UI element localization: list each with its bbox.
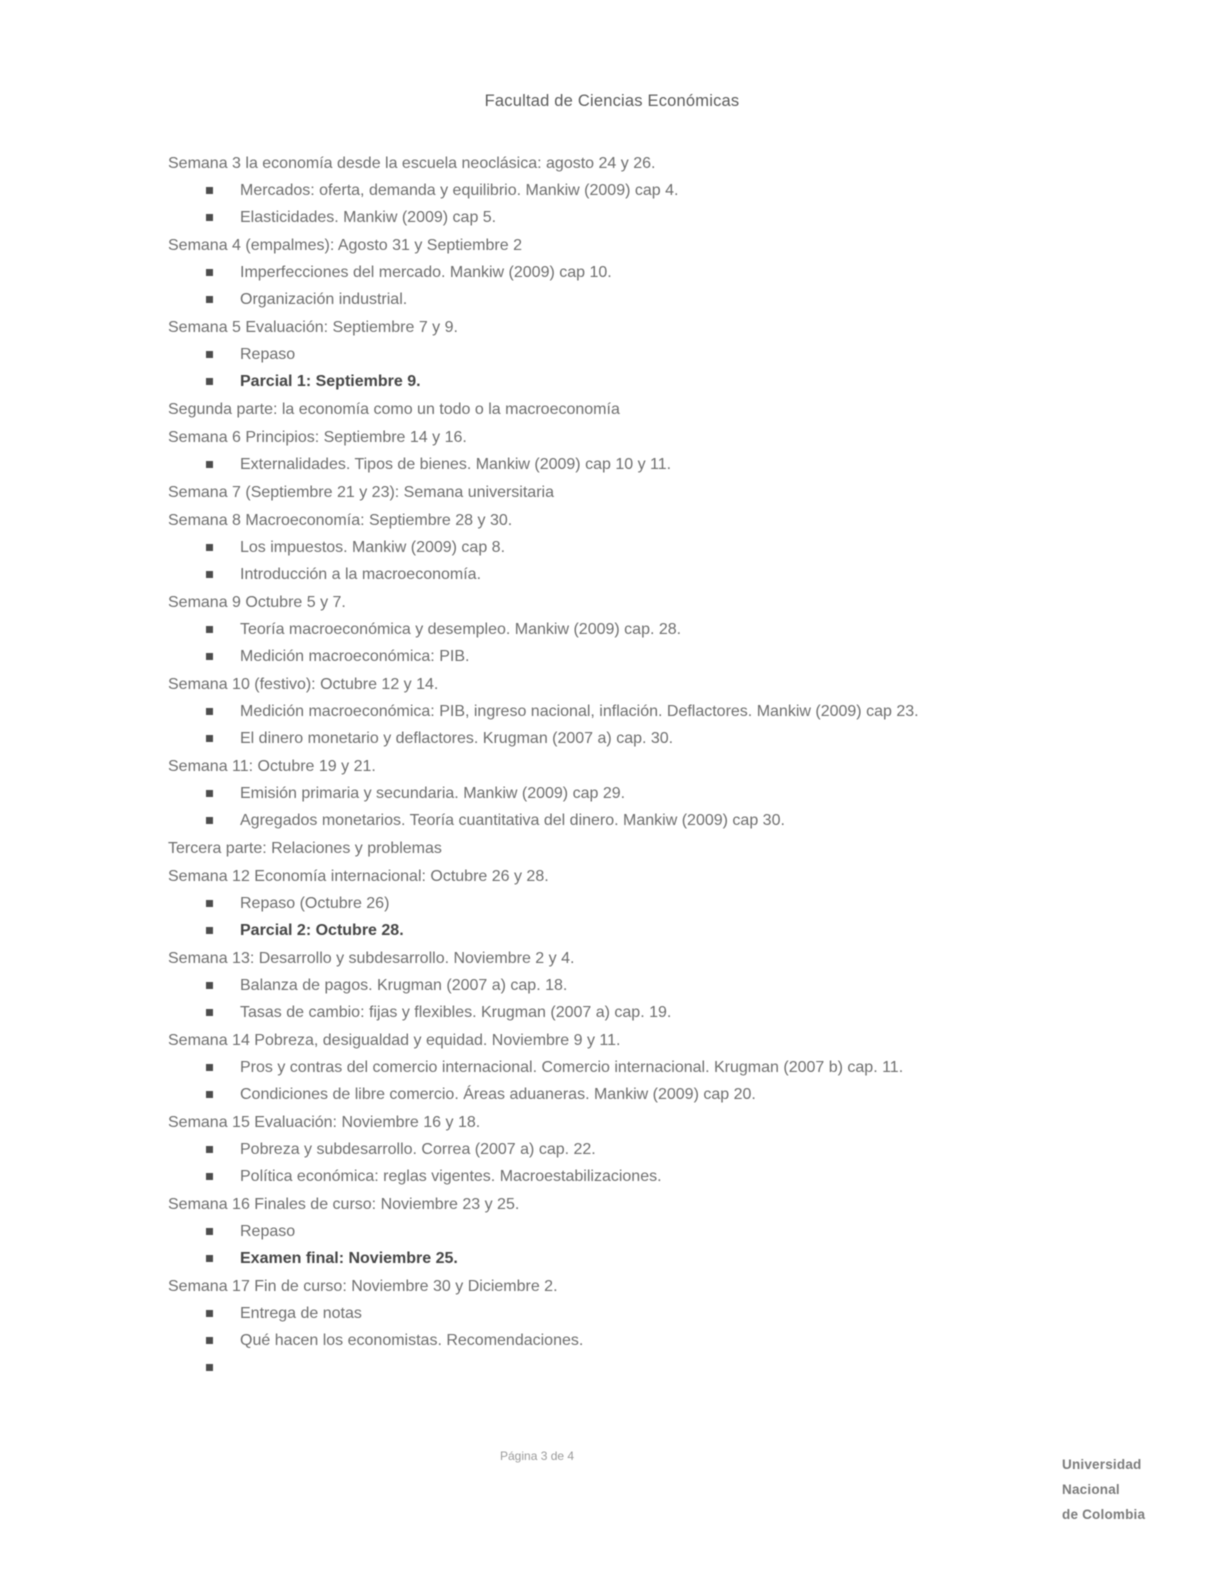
bullet-square-icon	[206, 1091, 213, 1098]
schedule-heading	[168, 835, 1050, 862]
schedule-bullet-item	[168, 917, 1050, 944]
bullet-square-icon	[206, 735, 213, 742]
schedule-bullet-item	[168, 698, 1050, 725]
schedule-text: Tercera parte: Relaciones y problemas	[168, 840, 442, 857]
schedule-heading	[168, 589, 1050, 616]
schedule-heading	[168, 1191, 1050, 1218]
bullet-square-icon	[206, 544, 213, 551]
schedule-heading	[168, 1273, 1050, 1300]
schedule-bullet-item	[168, 259, 1050, 286]
schedule-text: Semana 4 (empalmes): Agosto 31 y Septiembre 2	[168, 237, 522, 254]
schedule-bullet-item	[168, 972, 1050, 999]
schedule-bullet-item	[168, 780, 1050, 807]
bullet-square-icon	[206, 1228, 213, 1235]
schedule-bullet-item	[168, 286, 1050, 313]
schedule-text: Condiciones de libre comercio. Áreas aduaneras. Mankiw (2009) cap 20.	[240, 1086, 756, 1103]
bullet-square-icon	[206, 1255, 213, 1262]
schedule-text: Semana 8 Macroeconomía: Septiembre 28 y 30.	[168, 512, 513, 529]
schedule-text: Semana 9 Octubre 5 y 7.	[168, 594, 346, 611]
schedule-bullet-item	[168, 1054, 1050, 1081]
schedule-bullet-item	[168, 561, 1050, 588]
schedule-text: Repaso	[240, 1223, 296, 1240]
schedule-heading	[168, 671, 1050, 698]
university-logo-line-2: Nacional	[1062, 1482, 1120, 1497]
schedule-heading	[168, 863, 1050, 890]
schedule-heading	[168, 507, 1050, 534]
schedule-heading	[168, 945, 1050, 972]
schedule-heading	[168, 232, 1050, 259]
bullet-square-icon	[206, 708, 213, 715]
bullet-square-icon	[206, 1146, 213, 1153]
schedule-text: Externalidades. Tipos de bienes. Mankiw (2009) cap 10 y 11.	[240, 456, 672, 473]
schedule-text: Semana 3 la economía desde la escuela neoclásica: agosto 24 y 26.	[168, 155, 656, 172]
schedule-bullet-item	[168, 890, 1050, 917]
schedule-text: Qué hacen los economistas. Recomendaciones.	[240, 1332, 584, 1349]
schedule-text: Semana 10 (festivo): Octubre 12 y 14.	[168, 676, 439, 693]
bullet-square-icon	[206, 900, 213, 907]
schedule-bullet-item	[168, 368, 1050, 395]
schedule-bullet-item	[168, 807, 1050, 834]
schedule-list	[168, 149, 1050, 1381]
schedule-text: Tasas de cambio: fijas y flexibles. Krugman (2007 a) cap. 19.	[240, 1004, 672, 1021]
schedule-bullet-item	[168, 1218, 1050, 1245]
schedule-bullet-item	[168, 177, 1050, 204]
schedule-text: Semana 16 Finales de curso: Noviembre 23 y 25.	[168, 1196, 520, 1213]
schedule-bullet-item	[168, 1136, 1050, 1163]
schedule-text: Organización industrial.	[240, 291, 408, 308]
schedule-heading	[168, 396, 1050, 423]
schedule-bullet-item	[168, 1354, 1050, 1381]
bullet-square-icon	[206, 269, 213, 276]
schedule-heading	[168, 424, 1050, 451]
schedule-text: Pros y contras del comercio internacional. Comercio internacional. Krugman (2007 b) cap. 11.	[240, 1059, 904, 1076]
page-number-label: Página 3 de 4	[500, 1449, 575, 1463]
schedule-heading	[168, 314, 1050, 341]
bullet-square-icon	[206, 982, 213, 989]
schedule-heading	[168, 1027, 1050, 1054]
bullet-square-icon	[206, 626, 213, 633]
schedule-bullet-item	[168, 999, 1050, 1026]
bullet-square-icon	[206, 1064, 213, 1071]
schedule-text: El dinero monetario y deflactores. Krugman (2007 a) cap. 30.	[240, 730, 674, 747]
schedule-text: Teoría macroeconómica y desempleo. Mankiw (2009) cap. 28.	[240, 621, 682, 638]
schedule-text: Elasticidades. Mankiw (2009) cap 5.	[240, 209, 497, 226]
university-logo-line-1: Universidad	[1062, 1457, 1142, 1472]
university-logo	[1062, 1452, 1172, 1527]
schedule-text: Parcial 1: Septiembre 9.	[240, 373, 421, 390]
schedule-text: Examen final: Noviembre 25.	[240, 1250, 458, 1267]
schedule-text: Introducción a la macroeconomía.	[240, 566, 482, 583]
bullet-square-icon	[206, 1009, 213, 1016]
university-logo-line-3: de Colombia	[1062, 1507, 1146, 1522]
bullet-square-icon	[206, 296, 213, 303]
bullet-square-icon	[206, 351, 213, 358]
schedule-text: Pobreza y subdesarrollo. Correa (2007 a) cap. 22.	[240, 1141, 596, 1158]
schedule-text: Medición macroeconómica: PIB.	[240, 648, 470, 665]
bullet-square-icon	[206, 1173, 213, 1180]
bullet-square-icon	[206, 1337, 213, 1344]
bullet-square-icon	[206, 1364, 213, 1371]
schedule-bullet-item	[168, 1163, 1050, 1190]
schedule-text: Emisión primaria y secundaria. Mankiw (2009) cap 29.	[240, 785, 626, 802]
bullet-square-icon	[206, 214, 213, 221]
schedule-text: Semana 13: Desarrollo y subdesarrollo. Noviembre 2 y 4.	[168, 950, 575, 967]
bullet-square-icon	[206, 653, 213, 660]
page-title: Facultad de Ciencias Económicas	[484, 92, 740, 110]
schedule-text: Semana 12 Economía internacional: Octubre 26 y 28.	[168, 868, 549, 885]
schedule-text: Medición macroeconómica: PIB, ingreso nacional, inflación. Deflactores. Mankiw (2009) cap 23.	[240, 703, 919, 720]
schedule-bullet-item	[168, 1081, 1050, 1108]
schedule-text: Mercados: oferta, demanda y equilibrio. Mankiw (2009) cap 4.	[240, 182, 679, 199]
schedule-heading	[168, 1109, 1050, 1136]
bullet-square-icon	[206, 571, 213, 578]
schedule-text: Semana 5 Evaluación: Septiembre 7 y 9.	[168, 319, 458, 336]
schedule-bullet-item	[168, 725, 1050, 752]
schedule-text: Semana 15 Evaluación: Noviembre 16 y 18.	[168, 1114, 481, 1131]
schedule-text: Parcial 2: Octubre 28.	[240, 922, 404, 939]
schedule-heading	[168, 753, 1050, 780]
schedule-bullet-item	[168, 204, 1050, 231]
schedule-bullet-item	[168, 1245, 1050, 1272]
schedule-text: Repaso (Octubre 26)	[240, 895, 390, 912]
bullet-square-icon	[206, 817, 213, 824]
bullet-square-icon	[206, 461, 213, 468]
schedule-text: Segunda parte: la economía como un todo o la macroeconomía	[168, 401, 620, 418]
schedule-text: Balanza de pagos. Krugman (2007 a) cap. 18.	[240, 977, 568, 994]
schedule-bullet-item	[168, 341, 1050, 368]
bullet-square-icon	[206, 378, 213, 385]
schedule-text: Repaso	[240, 346, 296, 363]
bullet-square-icon	[206, 927, 213, 934]
schedule-bullet-item	[168, 534, 1050, 561]
schedule-bullet-item	[168, 1327, 1050, 1354]
schedule-text: Imperfecciones del mercado. Mankiw (2009) cap 10.	[240, 264, 612, 281]
bullet-square-icon	[206, 1310, 213, 1317]
schedule-text: Semana 7 (Septiembre 21 y 23): Semana universitaria	[168, 484, 554, 501]
schedule-text: Entrega de notas	[240, 1305, 362, 1322]
schedule-bullet-item	[168, 1300, 1050, 1327]
schedule-text: Semana 6 Principios: Septiembre 14 y 16.	[168, 429, 467, 446]
schedule-text: Semana 14 Pobreza, desigualdad y equidad. Noviembre 9 y 11.	[168, 1032, 621, 1049]
schedule-text: Política económica: reglas vigentes. Macroestabilizaciones.	[240, 1168, 662, 1185]
bullet-square-icon	[206, 790, 213, 797]
schedule-text: Semana 11: Octubre 19 y 21.	[168, 758, 376, 775]
bullet-square-icon	[206, 187, 213, 194]
schedule-text: Los impuestos. Mankiw (2009) cap 8.	[240, 539, 506, 556]
schedule-heading	[168, 479, 1050, 506]
schedule-bullet-item	[168, 451, 1050, 478]
schedule-text: Agregados monetarios. Teoría cuantitativa del dinero. Mankiw (2009) cap 30.	[240, 812, 785, 829]
schedule-bullet-item	[168, 643, 1050, 670]
schedule-bullet-item	[168, 616, 1050, 643]
schedule-text: Semana 17 Fin de curso: Noviembre 30 y Diciembre 2.	[168, 1278, 558, 1295]
schedule-heading	[168, 150, 1050, 177]
